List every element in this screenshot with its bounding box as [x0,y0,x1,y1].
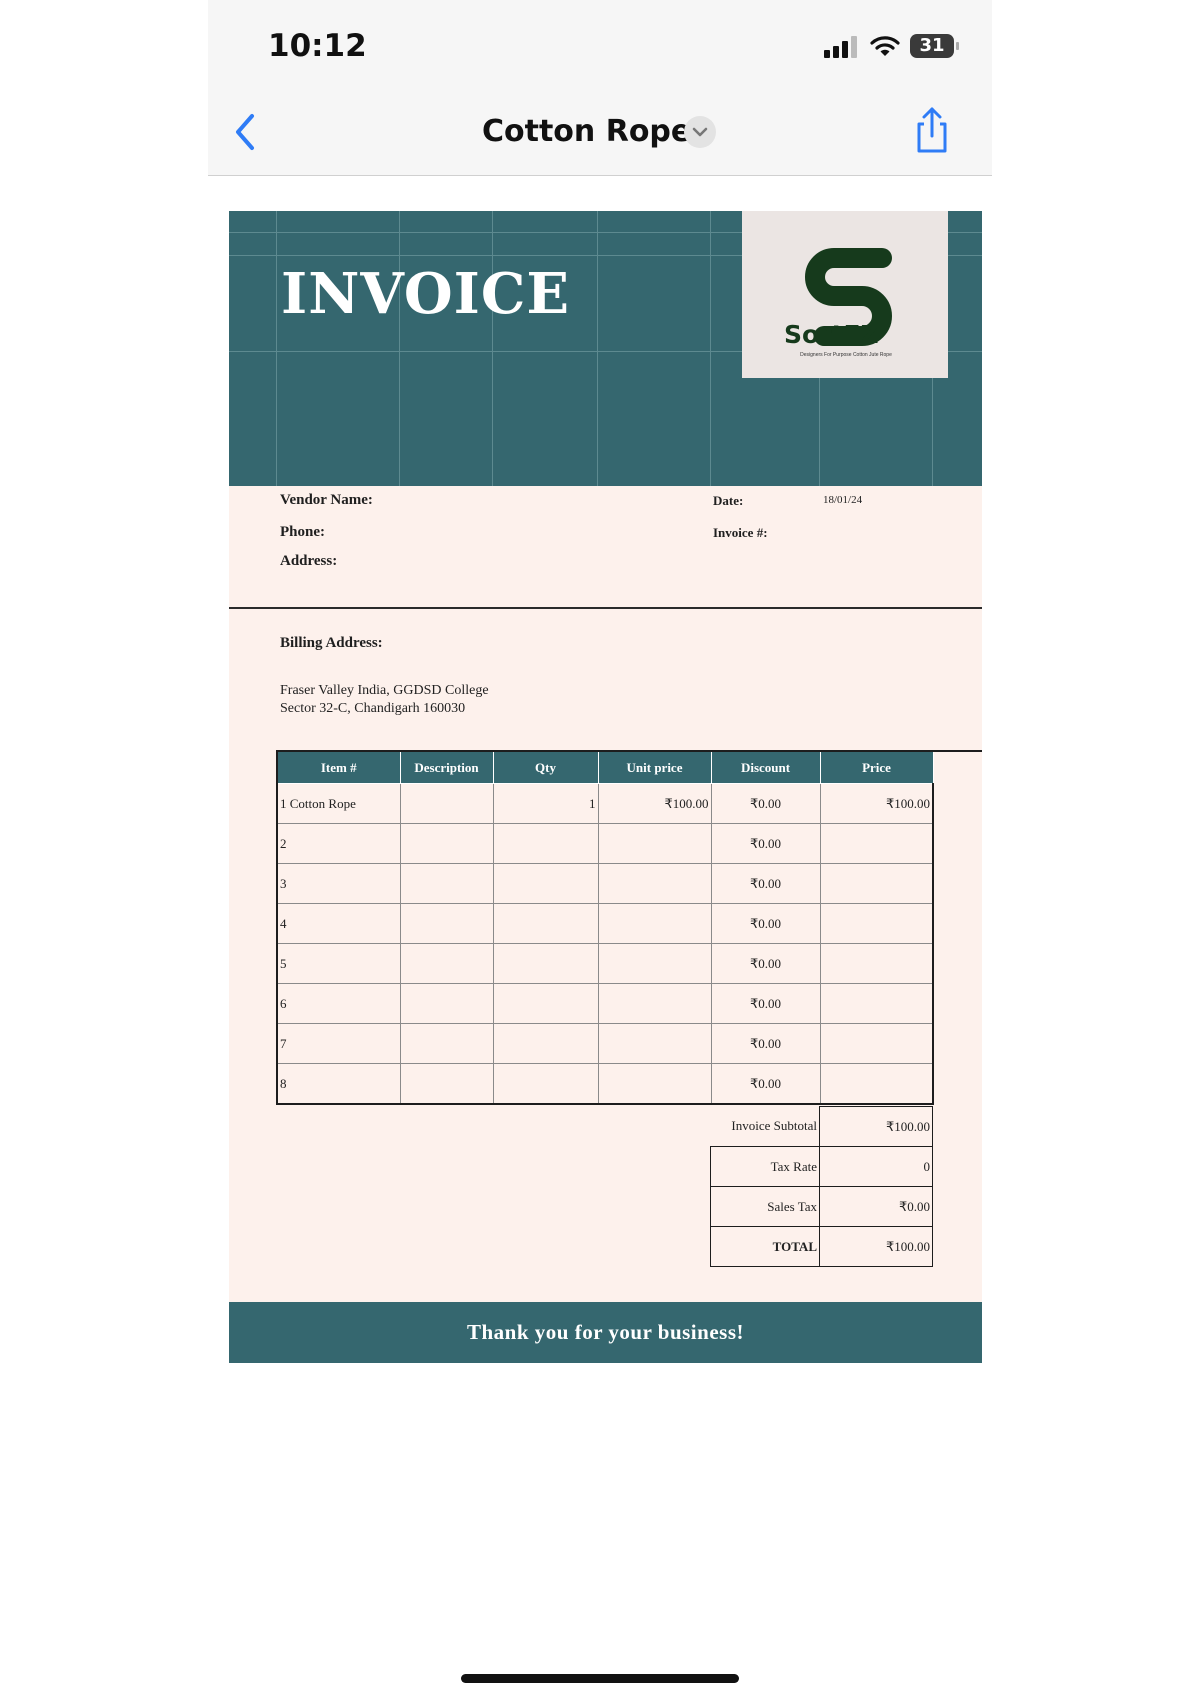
discount-cell: ₹0.00 [711,944,820,984]
unit-price-cell [598,864,711,904]
item-cell: 6 [277,984,400,1024]
phone-label: Phone: [280,524,325,540]
unit-price-cell: ₹100.00 [598,784,711,824]
grid-line [399,211,400,486]
grid-line [276,211,277,486]
discount-cell: ₹0.00 [711,904,820,944]
invoice-document [229,211,982,1363]
sales-tax-label: Sales Tax [711,1187,820,1227]
column-header: Description [400,751,493,784]
total-value: ₹100.00 [820,1227,933,1267]
invoice-header [229,211,982,486]
billing-address-line: Sector 32-C, Chandigarh 160030 [280,701,466,716]
discount-cell: ₹0.00 [711,824,820,864]
price-cell [820,984,933,1024]
column-header: Qty [493,751,598,784]
unit-price-cell [598,944,711,984]
item-cell: 7 [277,1024,400,1064]
qty-cell [493,864,598,904]
invoice-heading: INVOICE [281,261,571,327]
unit-price-cell [598,904,711,944]
date-label: Date: [713,493,744,508]
table-row [277,904,933,944]
billing-address-label: Billing Address: [280,635,383,651]
sales-tax-value: ₹0.00 [820,1187,933,1227]
description-cell [400,1024,493,1064]
phone-screen [208,0,992,1698]
unit-price-cell [598,824,711,864]
tax-rate-label: Tax Rate [711,1147,820,1187]
unit-price-cell [598,1064,711,1105]
title-dropdown-chevron-icon[interactable] [684,116,716,148]
total-row [711,1227,933,1267]
table-row [277,984,933,1024]
price-cell [820,1064,933,1105]
date-value: 18/01/24 [823,494,863,506]
logo-tagline: Designers For Purpose Cotton Jute Rope [800,352,892,358]
unit-price-cell [598,984,711,1024]
document-title[interactable]: Cotton Rope [482,114,692,149]
vendor-name-label: Vendor Name: [280,492,373,508]
grid-line [492,211,493,486]
subtotal-label: Invoice Subtotal [711,1107,820,1147]
qty-cell [493,904,598,944]
table-row [277,864,933,904]
grid-line [597,211,598,486]
grid-line [710,211,711,486]
description-cell [400,784,493,824]
item-cell: 2 [277,824,400,864]
discount-cell: ₹0.00 [711,784,820,824]
wifi-icon [870,34,900,58]
subtotal-value: ₹100.00 [820,1107,933,1147]
discount-cell: ₹0.00 [711,1064,820,1105]
column-header: Item # [277,751,400,784]
qty-cell [493,1064,598,1105]
subtotal-row [711,1107,933,1147]
column-header: Price [820,751,933,784]
unit-price-cell [598,1024,711,1064]
item-cell: 1 Cotton Rope [277,784,400,824]
qty-cell [493,1024,598,1064]
column-header: Unit price [598,751,711,784]
price-cell [820,944,933,984]
table-row [277,824,933,864]
qty-cell [493,944,598,984]
tax-rate-row [711,1147,933,1187]
address-label: Address: [280,553,338,569]
table-row [277,1064,933,1105]
price-cell [820,864,933,904]
company-logo [742,211,948,378]
battery-indicator: 31 [910,34,954,58]
discount-cell: ₹0.00 [711,864,820,904]
top-bar [208,0,992,176]
table-row [277,944,933,984]
price-cell [820,824,933,864]
status-time: 10:12 [268,28,367,64]
home-indicator[interactable] [461,1674,739,1683]
thank-you-footer: Thank you for your business! [229,1302,982,1363]
description-cell [400,944,493,984]
total-label: TOTAL [711,1227,820,1267]
tax-rate-value: 0 [820,1147,933,1187]
table-row [277,784,933,824]
description-cell [400,984,493,1024]
item-cell: 8 [277,1064,400,1105]
description-cell [400,864,493,904]
price-cell [820,1024,933,1064]
discount-cell: ₹0.00 [711,1024,820,1064]
description-cell [400,904,493,944]
table-header-row [277,751,933,784]
back-chevron-icon[interactable] [232,112,260,152]
billing-address [280,682,489,718]
logo-brand-text: SortEZ [784,320,879,349]
billing-address-line: Fraser Valley India, GGDSD College [280,683,489,698]
description-cell [400,1064,493,1105]
cellular-signal-icon [824,36,860,58]
section-divider [229,607,982,609]
column-header: Discount [711,751,820,784]
table-row [277,1024,933,1064]
discount-cell: ₹0.00 [711,984,820,1024]
qty-cell [493,984,598,1024]
item-cell: 3 [277,864,400,904]
item-cell: 4 [277,904,400,944]
invoice-number-label: Invoice #: [713,525,768,540]
price-cell [820,904,933,944]
sales-tax-row [711,1187,933,1227]
totals-table [710,1106,933,1267]
share-icon[interactable] [910,106,954,154]
description-cell [400,824,493,864]
line-items-table [276,750,934,1105]
price-cell: ₹100.00 [820,784,933,824]
item-cell: 5 [277,944,400,984]
qty-cell [493,824,598,864]
qty-cell: 1 [493,784,598,824]
